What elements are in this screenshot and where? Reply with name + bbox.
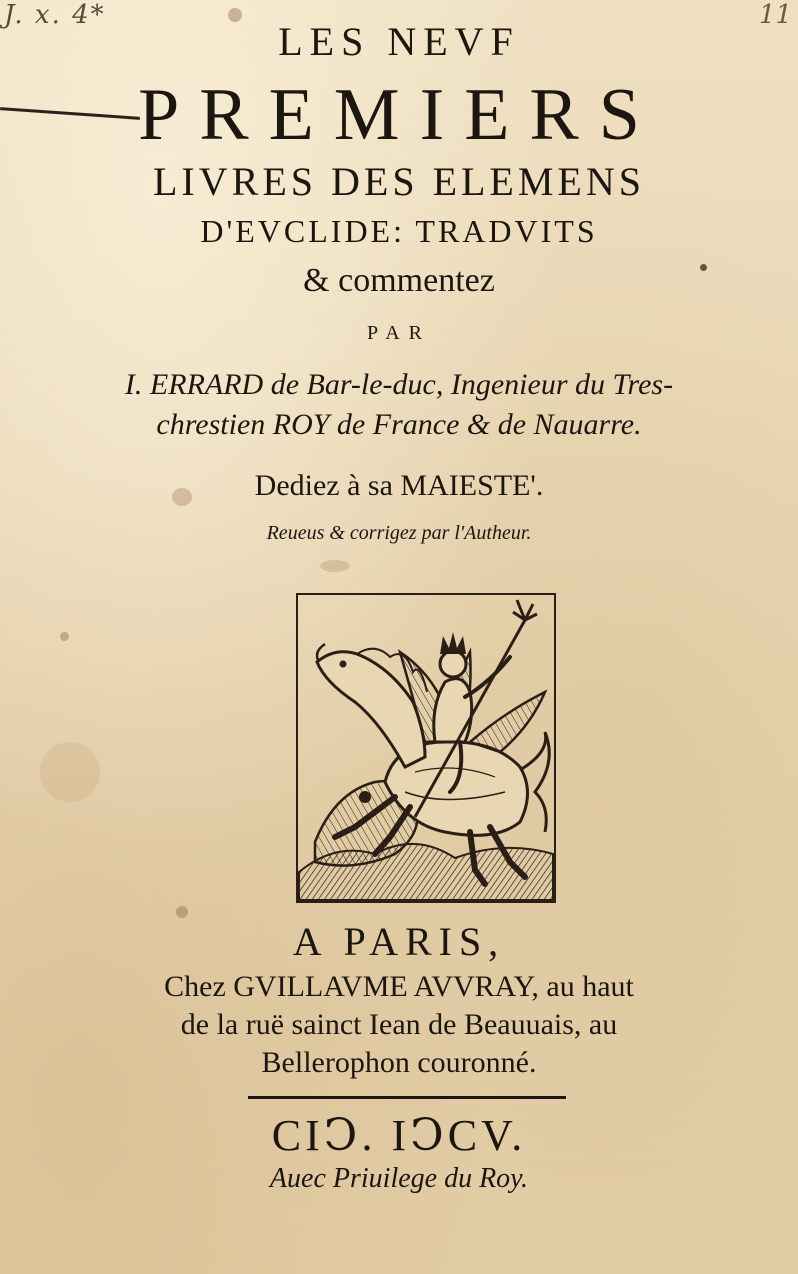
divider-rule <box>248 1096 566 1099</box>
publication-year: CIↃ. IↃCV. <box>271 1111 527 1160</box>
revised-note: Reueus & corrigez par l'Autheur. <box>266 522 532 544</box>
dedication-text: Dediez à sa MAIESTE'. <box>254 469 544 502</box>
imprint-line-3: Bellerophon couronné. <box>261 1046 537 1079</box>
title-line-2: PREMIERS <box>138 74 660 156</box>
title-line-1: LES NEVF <box>278 19 520 64</box>
author-line-2: chrestien ROY de France & de Nauarre. <box>156 408 642 441</box>
author-line-1: I. ERRARD de Bar-le-duc, Ingenieur du Tres- <box>124 368 674 401</box>
title-line-5: & commentez <box>303 262 495 299</box>
handwritten-corner-note: 11 <box>758 0 792 30</box>
imprint-city: A PARIS, <box>292 919 506 964</box>
title-line-4: D'EVCLIDE: TRADVITS <box>200 213 598 249</box>
royal-privilege: Auec Priuilege du Roy. <box>269 1163 529 1194</box>
bellerophon-emblem-woodcut <box>295 592 557 904</box>
title-line-3: LIVRES DES ELEMENS <box>153 159 645 204</box>
author-par: PAR <box>366 322 432 344</box>
handwritten-shelfmark: J. x. 4* <box>4 0 106 30</box>
imprint-line-2: de la ruë sainct Iean de Beauuais, au <box>180 1008 618 1041</box>
imprint-line-1: Chez GVILLAVME AVVRAY, au haut <box>164 970 634 1003</box>
